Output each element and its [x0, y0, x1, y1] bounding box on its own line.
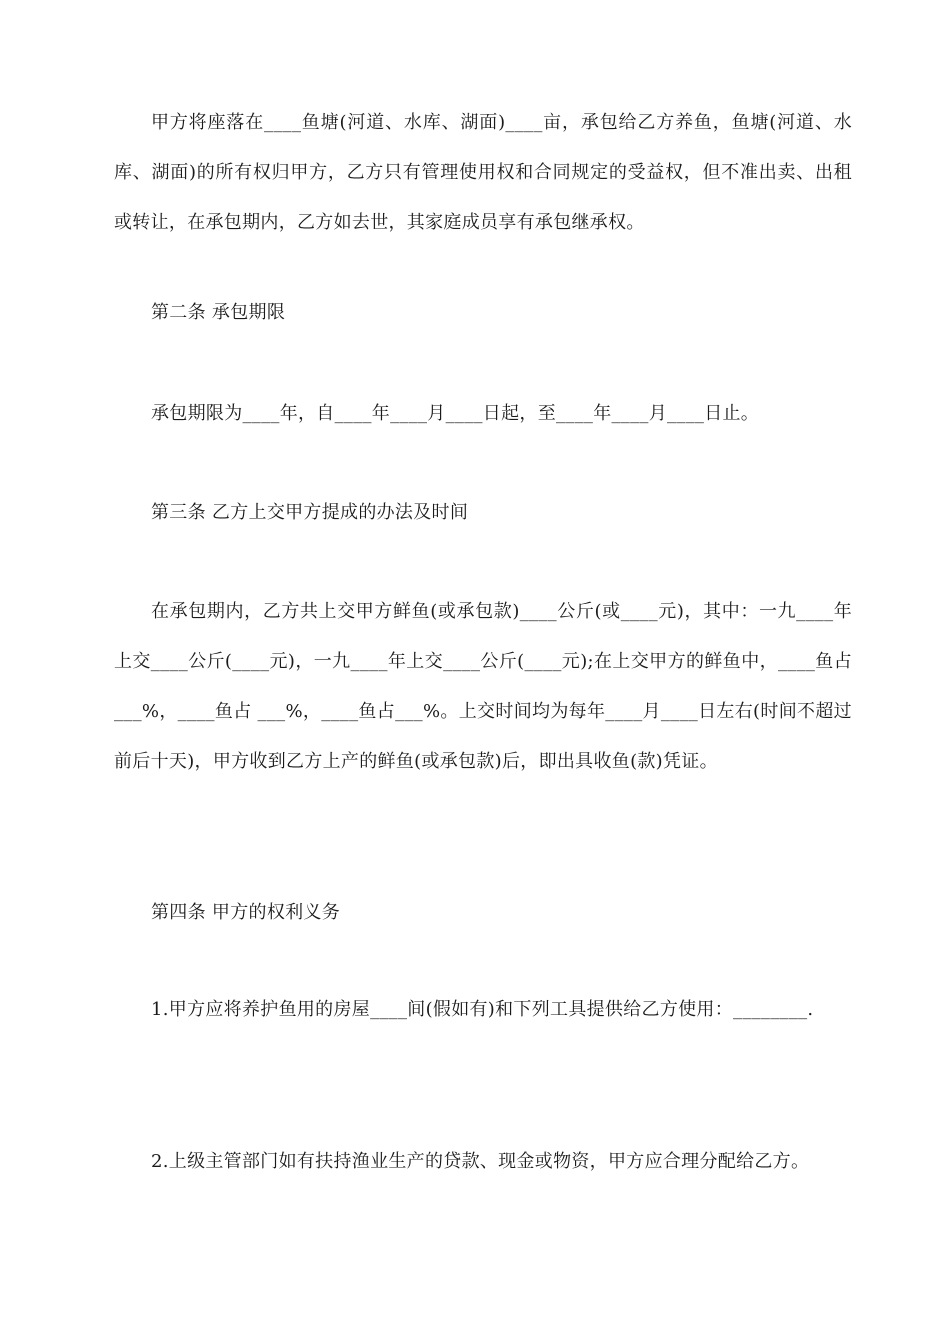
- heading-article-4: 第四条 甲方的权利义务: [151, 902, 341, 923]
- paragraph-term: 承包期限为____年，自____年____月____日起，至____年____月____日止。: [151, 403, 760, 424]
- list-item-1: 1.甲方应将养护鱼用的房屋____间(假如有)和下列工具提供给乙方使用：________.: [151, 999, 814, 1020]
- paragraph-payment: 在承包期内，乙方共上交甲方鲜鱼(或承包款)____公斤(或____元)，其中：一九____年上交____公斤(____元)，一九____年上交____公斤(____元);在上交甲方的鲜鱼中，____鱼占___%，____鱼占 ___%，____鱼占___%。上交时间均为每年____月____日左右(时间不超过前后十天)，甲方收到乙方上产的鲜鱼(或承包款)后，即出具收鱼(款)凭证。: [114, 601, 852, 772]
- heading-article-3: 第三条 乙方上交甲方提成的办法及时间: [151, 502, 469, 523]
- list-item-2: 2.上级主管部门如有扶持渔业生产的贷款、现金或物资，甲方应合理分配给乙方。: [151, 1151, 810, 1172]
- paragraph-ownership: 甲方将座落在____鱼塘(河道、水库、湖面)____亩，承包给乙方养鱼，鱼塘(河道、水库、湖面)的所有权归甲方，乙方只有管理使用权和合同规定的受益权，但不准出卖、出租或转让，在承包期内，乙方如去世，其家庭成员享有承包继承权。: [114, 112, 852, 233]
- heading-article-2: 第二条 承包期限: [151, 302, 286, 323]
